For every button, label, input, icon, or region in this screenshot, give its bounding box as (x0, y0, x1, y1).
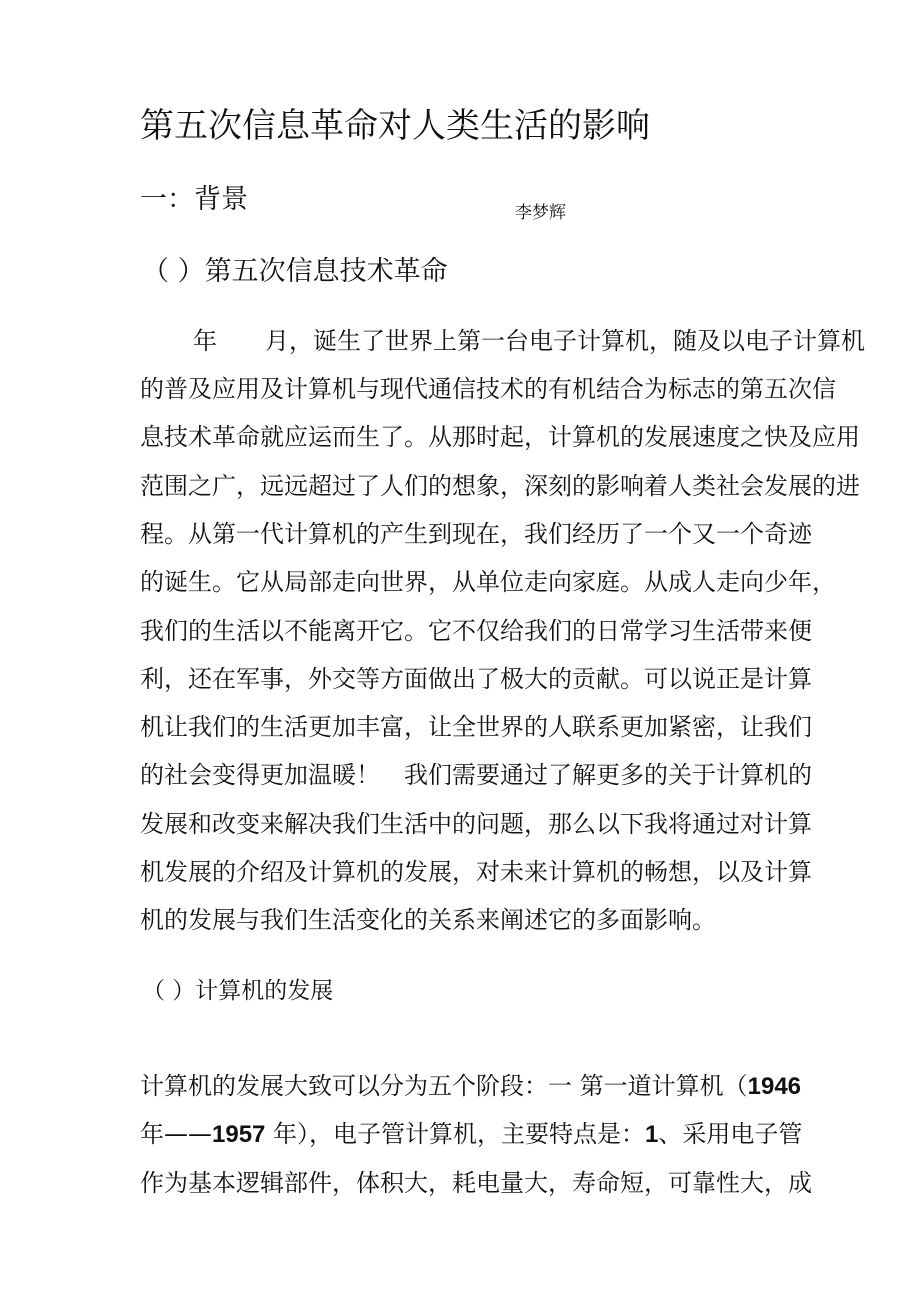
paragraph-line: 机让我们的生活更加丰富，让全世界的人联系更加紧密，让我们 (140, 713, 812, 741)
year-1957: 1957 (212, 1121, 266, 1148)
paragraph-line: 作为基本逻辑部件，体积大，耗电量大，寿命短，可靠性大，成 (140, 1169, 812, 1197)
paragraph-line (140, 1071, 802, 1101)
paragraph-line: 息技术革命就应运而生了。从那时起，计算机的发展速度之快及应用 (140, 423, 860, 451)
subsection-heading-info-revolution: （ ）第五次信息技术革命 (142, 256, 448, 287)
year-1946: 1946 (747, 1073, 802, 1100)
paragraph-line (140, 1119, 803, 1149)
text-run: 计算机的发展大致可以分为五个阶段：一 第一道计算机（ (140, 1072, 748, 1100)
section-heading-background: 一：背景 (140, 184, 248, 215)
list-number: 1 (645, 1121, 659, 1148)
paragraph-line: 范围之广，远远超过了人们的想象，深刻的影响着人类社会发展的进 (140, 472, 860, 500)
text-run: 年），电子管计算机，主要特点是： (265, 1120, 646, 1148)
paragraph-line: 机发展的介绍及计算机的发展，对未来计算机的畅想，以及计算 (140, 858, 812, 886)
document-title: 第五次信息革命对人类生活的影响 (140, 106, 650, 146)
paragraph-line: 的普及应用及计算机与现代通信技术的有机结合为标志的第五次信 (140, 375, 836, 403)
paragraph-line: 我们的生活以不能离开它。它不仅给我们的日常学习生活带来便 (140, 617, 812, 645)
text-run: 年—— (140, 1120, 212, 1148)
paragraph-line: 利，还在军事，外交等方面做出了极大的贡献。可以说正是计算 (140, 665, 812, 693)
paragraph-line: 机的发展与我们生活变化的关系来阐述它的多面影响。 (140, 906, 716, 934)
paragraph-line: 年 月，诞生了世界上第一台电子计算机，随及以电子计算机 (193, 327, 865, 355)
text-run: 、采用电子管 (658, 1120, 803, 1148)
paragraph-line: 程。从第一代计算机的产生到现在，我们经历了一个又一个奇迹 (140, 520, 812, 548)
author-name: 李梦辉 (515, 203, 566, 223)
paragraph-line: 的诞生。它从局部走向世界，从单位走向家庭。从成人走向少年， (140, 568, 836, 596)
subsection-heading-computer-development: （ ）计算机的发展 (142, 978, 334, 1004)
paragraph-line: 发展和改变来解决我们生活中的问题，那么以下我将通过对计算 (140, 810, 812, 838)
paragraph-line: 的社会变得更加温暖！ 我们需要通过了解更多的关于计算机的 (140, 761, 812, 789)
